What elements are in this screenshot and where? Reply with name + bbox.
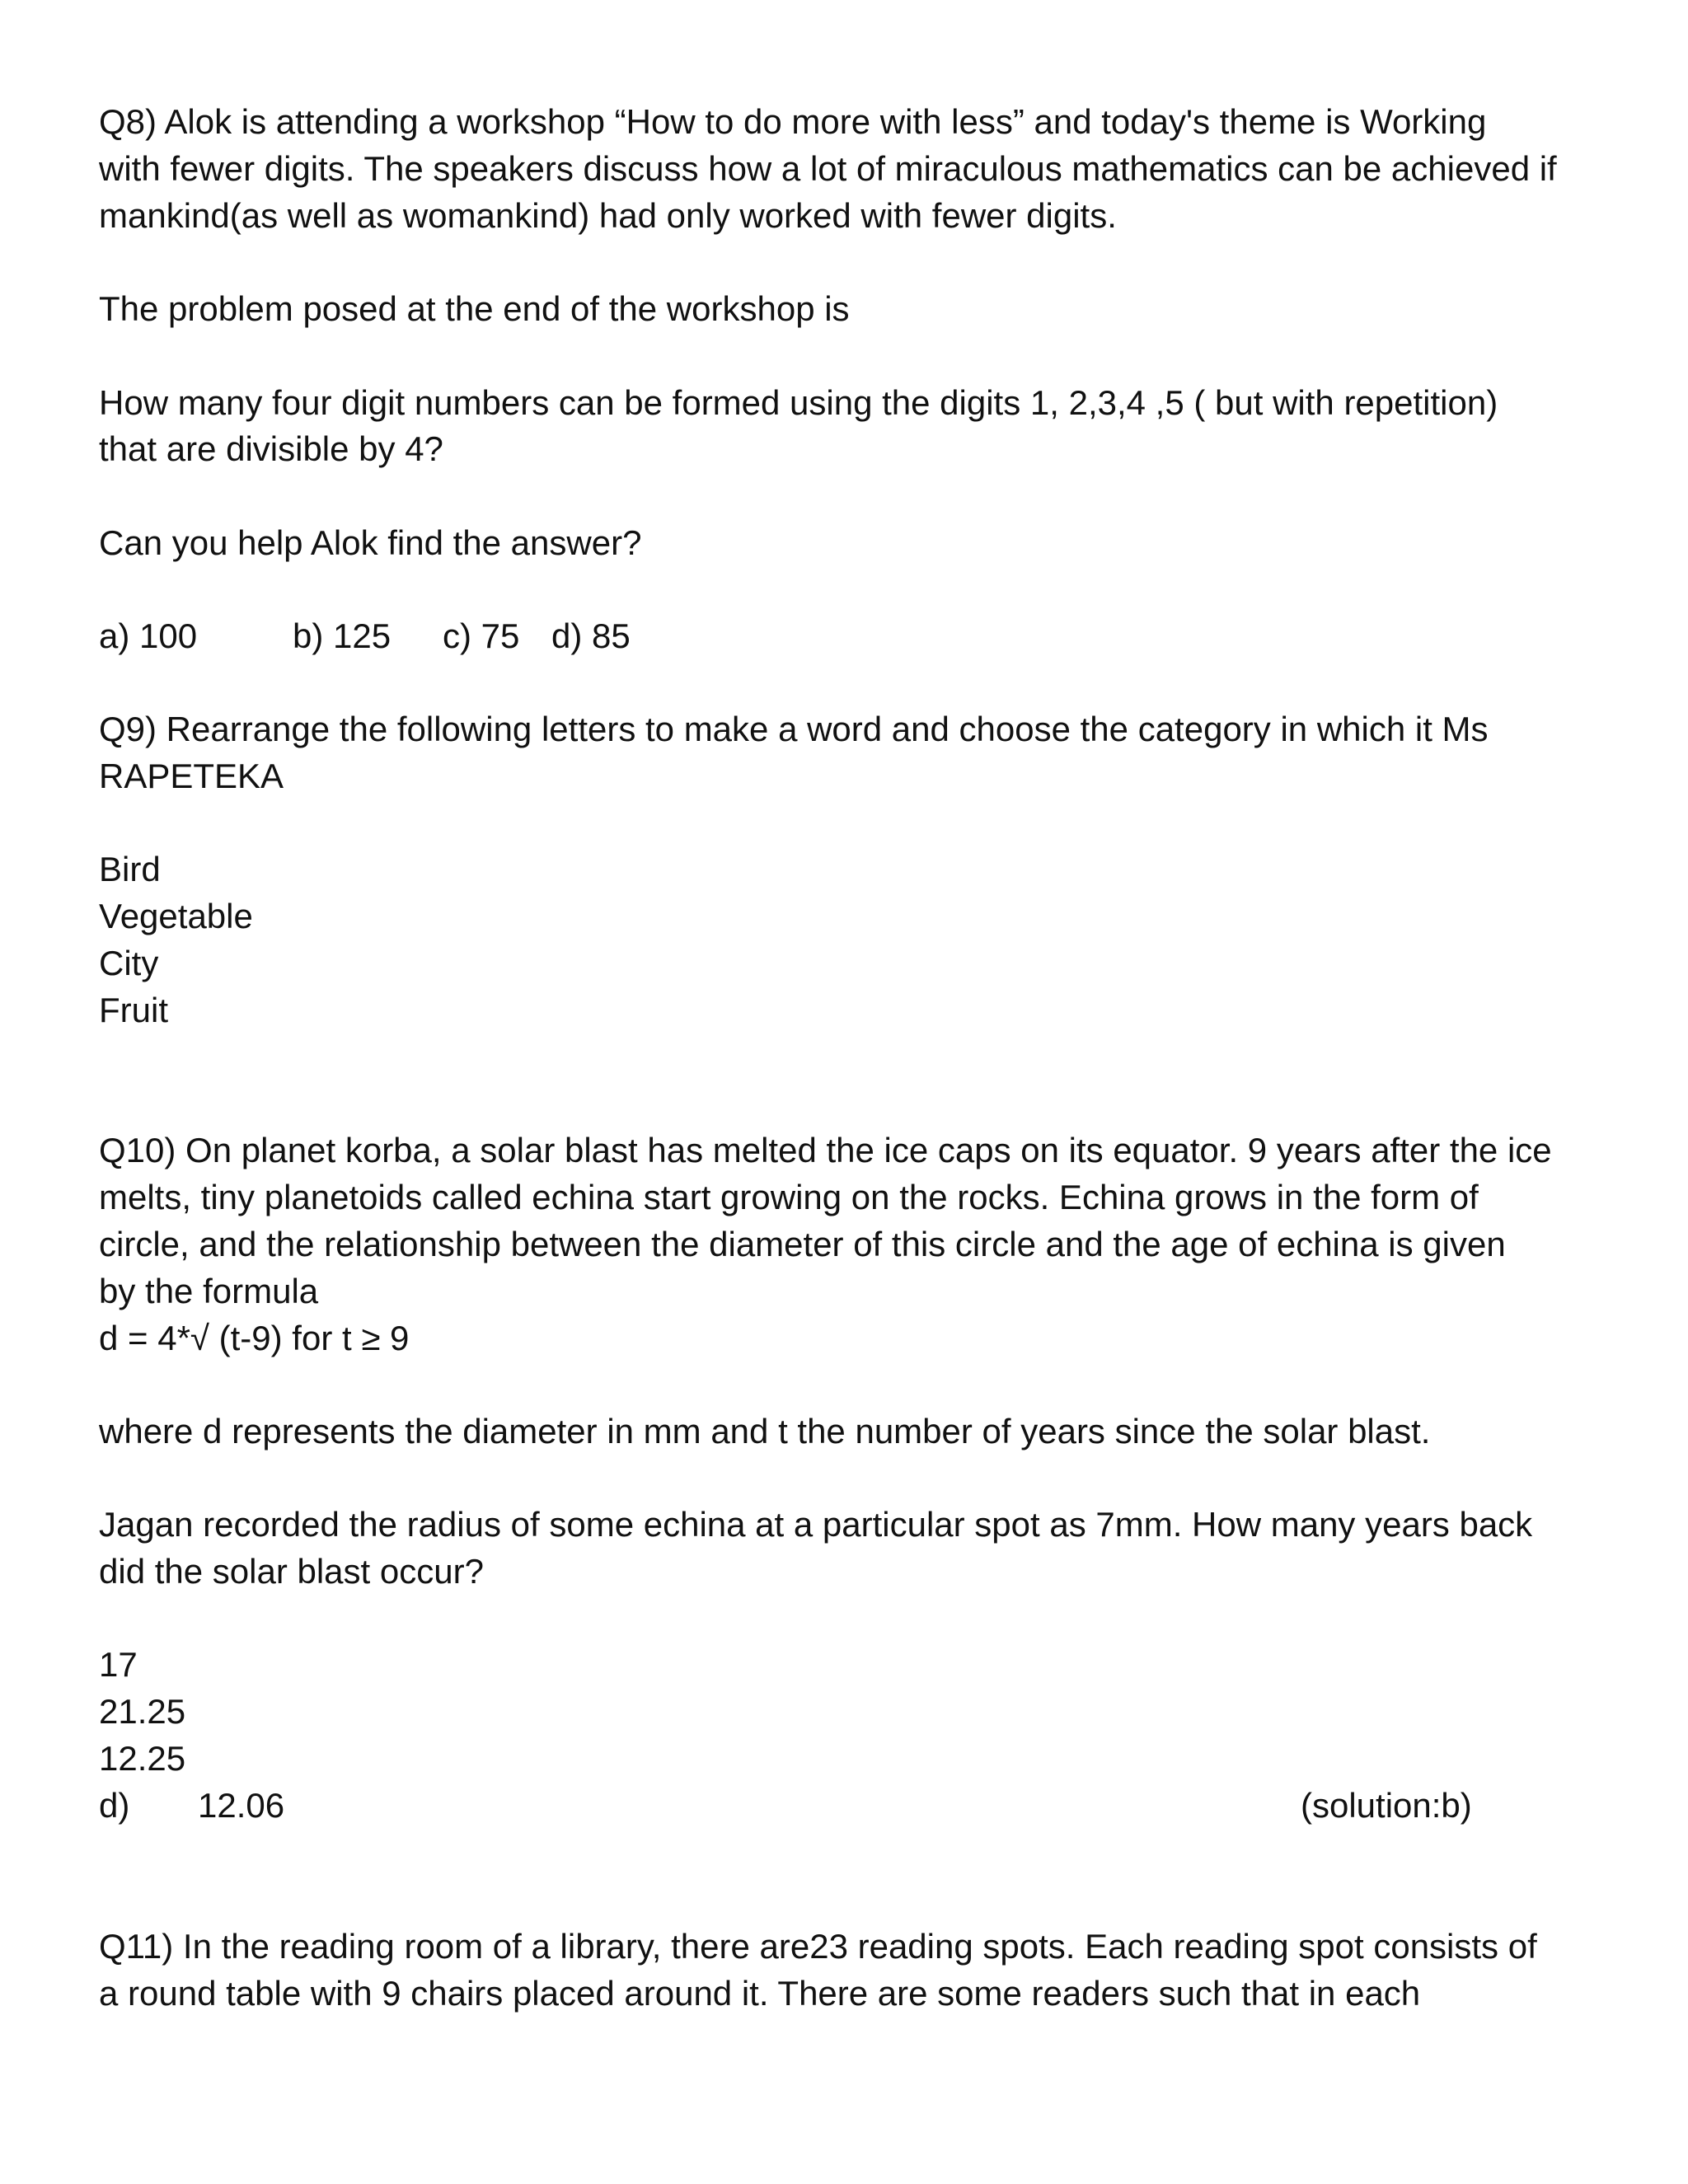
q11-line-1: Q11) In the reading room of a library, there are23 reading spots. Each reading spot consists of [99, 1927, 1537, 1966]
q10-solution: (solution:b) [1301, 1786, 1472, 1825]
q10-option-2: 21.25 [99, 1692, 186, 1731]
q9-option-2: Vegetable [99, 897, 253, 935]
q8-question-line-2: that are divisible by 4? [99, 429, 443, 468]
q10-line-3: circle, and the relationship between the diameter of this circle and the age of echina is given [99, 1225, 1506, 1263]
q10-question-line-2: did the solar blast occur? [99, 1552, 484, 1591]
q9-option-3: City [99, 944, 159, 982]
q8-problem-intro: The problem posed at the end of the workshop is [99, 289, 850, 328]
q9-line-2: RAPETEKA [99, 757, 284, 795]
q11-line-2: a round table with 9 chairs placed around it. There are some readers such that in each [99, 1974, 1421, 2013]
q8-line-3: mankind(as well as womankind) had only worked with fewer digits. [99, 196, 1117, 235]
q10-where-text: where d represents the diameter in mm and t the number of years since the solar blast. [99, 1412, 1431, 1451]
q10-option-3: 12.25 [99, 1739, 186, 1778]
q8-option-c: c) 75 [443, 616, 520, 655]
q9-line-1: Q9) Rearrange the following letters to make a word and choose the category in which it Ms [99, 710, 1489, 748]
q8-line-1: Q8) Alok is attending a workshop “How to do more with less” and today's theme is Working [99, 102, 1487, 141]
q10-line-2: melts, tiny planetoids called echina start growing on the rocks. Echina grows in the form of [99, 1178, 1479, 1216]
q10-question-line-1: Jagan recorded the radius of some echina at a particular spot as 7mm. How many years back [99, 1505, 1533, 1544]
q8-option-b: b) 125 [293, 616, 392, 655]
q9-option-4: Fruit [99, 991, 168, 1029]
q8-question-line-1: How many four digit numbers can be formed using the digits 1, 2,3,4 ,5 ( but with repetition) [99, 383, 1498, 422]
q9-option-1: Bird [99, 850, 161, 888]
q8-option-a: a) 100 [99, 616, 198, 655]
q10-option-d-value: 12.06 [198, 1786, 285, 1825]
q8-line-2: with fewer digits. The speakers discuss how a lot of miraculous mathematics can be achieved if [99, 149, 1557, 188]
q8-option-d: d) 85 [551, 616, 631, 655]
q10-line-4: by the formula [99, 1272, 319, 1310]
q10-option-1: 17 [99, 1645, 138, 1684]
q10-option-d-label: d) [99, 1786, 130, 1825]
q8-help-text: Can you help Alok find the answer? [99, 523, 642, 562]
q10-formula: d = 4*√ (t-9) for t ≥ 9 [99, 1319, 410, 1357]
q10-line-1: Q10) On planet korba, a solar blast has melted the ice caps on its equator. 9 years after the ice [99, 1131, 1552, 1169]
q8-options [99, 613, 631, 659]
